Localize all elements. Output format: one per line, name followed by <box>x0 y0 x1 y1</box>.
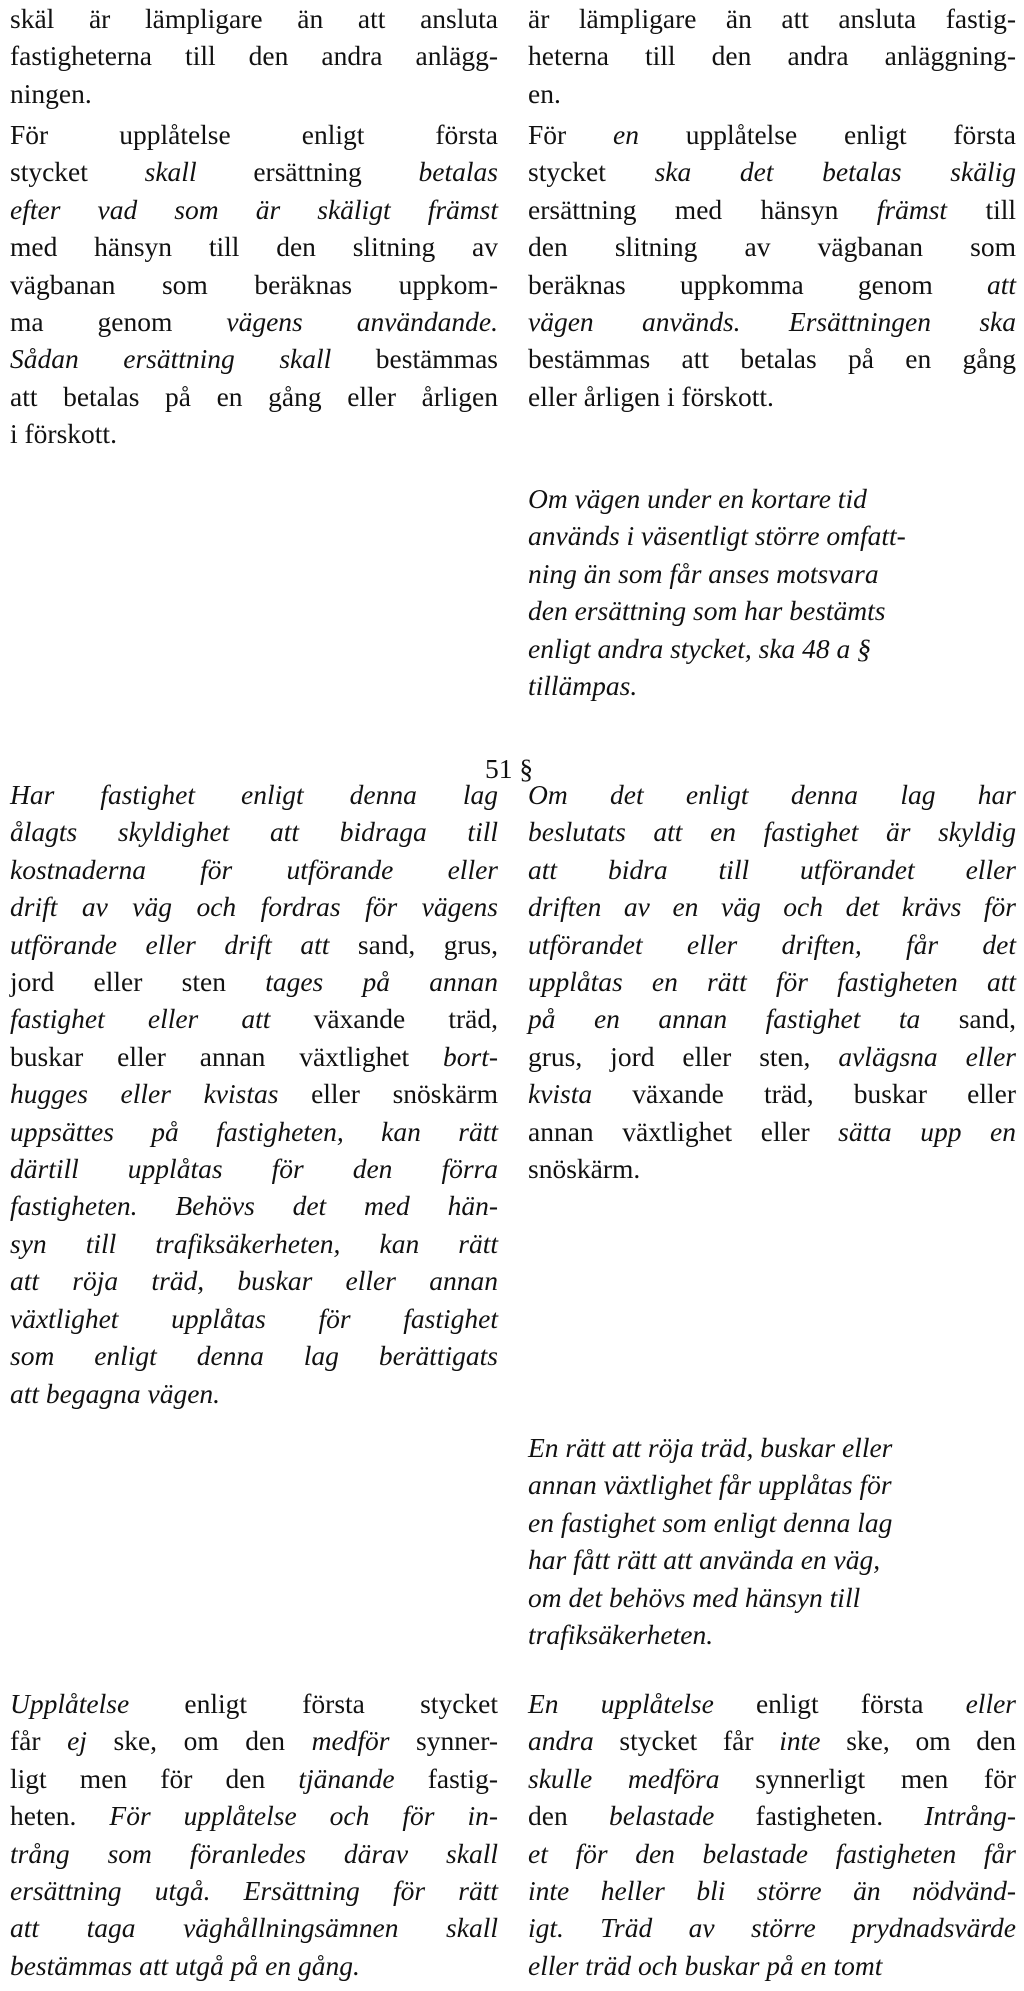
text-line: utförande eller drift att sand, grus, <box>10 928 498 960</box>
text-line: grus, jord eller sten, avlägsna eller <box>528 1040 1016 1072</box>
text-line: snöskärm. <box>528 1153 641 1185</box>
right-paragraph-3 <box>528 480 1016 704</box>
text-line: annan växtlighet eller sätta upp en <box>528 1115 1016 1147</box>
text-line: ligt men för den tjänande fastig- <box>10 1762 498 1794</box>
text-line: syn till trafiksäkerheten, kan rätt <box>10 1227 498 1259</box>
text-line: beslutats att en fastighet är skyldig <box>528 816 1016 848</box>
text-line: Har fastighet enligt denna lag <box>10 779 498 810</box>
text-line: heterna till den andra anläggning- <box>528 40 1016 72</box>
text-line: igt. Träd av större prydnadsvärde <box>528 1912 1016 1944</box>
text-line: jord eller sten tages på annan <box>10 966 498 998</box>
text-line: stycket ska det betalas skälig <box>528 156 1016 188</box>
text-line: trafiksäkerheten. <box>528 1619 714 1651</box>
text-line: den ersättning som har bestämts <box>528 595 886 627</box>
text-line: Sådan ersättning skall bestämmas <box>10 343 498 375</box>
text-line: En upplåtelse enligt första eller <box>528 1688 1016 1719</box>
text-line: buskar eller annan växtlighet bort- <box>10 1040 498 1072</box>
text-line: ma genom vägens användande. <box>10 306 498 338</box>
text-line: Om vägen under en kortare tid <box>528 483 867 514</box>
text-line: ning än som får anses motsvara <box>528 557 879 589</box>
right-paragraph-1 <box>528 0 1016 112</box>
text-line: ersättning utgå. Ersättning för rätt <box>10 1875 498 1907</box>
text-line: är lämpligare än att ansluta fastig- <box>528 3 1016 34</box>
text-line: fastighet eller att växande träd, <box>10 1003 498 1035</box>
text-line: en. <box>528 77 561 109</box>
left-paragraph-3 <box>10 776 498 1412</box>
text-line: hugges eller kvistas eller snöskärm <box>10 1078 498 1110</box>
right-paragraph-4 <box>528 776 1016 1187</box>
left-paragraph-4 <box>10 1685 498 1984</box>
text-line: et för den belastade fastigheten får <box>528 1837 1016 1869</box>
text-line: vägen används. Ersättningen ska <box>528 306 1016 338</box>
text-line: efter vad som är skäligt främst <box>10 193 498 225</box>
text-line: får ej ske, om den medför synner- <box>10 1725 498 1757</box>
text-line: drift av väg och fordras för vägens <box>10 891 498 923</box>
text-line: att begagna vägen. <box>10 1377 221 1409</box>
text-line: att betalas på en gång eller årligen <box>10 380 498 412</box>
text-line: skulle medföra synnerligt men för <box>528 1762 1016 1794</box>
text-line: därtill upplåtas för den förra <box>10 1153 498 1185</box>
text-line: tillämpas. <box>528 670 638 702</box>
text-line: den slitning av vägbanan som <box>528 231 1016 263</box>
text-line: kvista växande träd, buskar eller <box>528 1078 1016 1110</box>
text-line: För en upplåtelse enligt första <box>528 119 1017 150</box>
text-line: en fastighet som enligt denna lag <box>528 1506 893 1538</box>
text-line: att bidra till utförandet eller <box>528 853 1016 885</box>
text-line: trång som föranledes därav skall <box>10 1837 498 1869</box>
section-heading: 51 § <box>485 753 534 784</box>
text-line: För upplåtelse enligt första <box>10 119 498 150</box>
text-line: En rätt att röja träd, buskar eller <box>528 1432 893 1463</box>
text-line: utförandet eller driften, får det <box>528 928 1016 960</box>
text-line: annan växtlighet får upplåtas för <box>528 1469 892 1501</box>
text-line: ålagts skyldighet att bidraga till <box>10 816 498 848</box>
text-line: fastigheterna till den andra anlägg- <box>10 40 498 72</box>
text-line: uppsättes på fastigheten, kan rätt <box>10 1115 498 1147</box>
text-line: heten. För upplåtelse och för in- <box>10 1800 498 1832</box>
text-line: andra stycket får inte ske, om den <box>528 1725 1016 1757</box>
text-line: som enligt denna lag berättigats <box>10 1340 498 1372</box>
text-line: att röja träd, buskar eller annan <box>10 1265 498 1297</box>
text-line: skäl är lämpligare än att ansluta <box>10 3 498 34</box>
right-paragraph-2 <box>528 116 1016 415</box>
text-line: har fått rätt att använda en väg, <box>528 1544 881 1576</box>
text-line: Upplåtelse enligt första stycket <box>10 1688 498 1719</box>
text-line: upplåtas en rätt för fastigheten att <box>528 966 1016 998</box>
text-line: att taga väghållningsämnen skall <box>10 1912 498 1944</box>
text-line: i förskott. <box>10 418 117 450</box>
text-line: kostnaderna för utförande eller <box>10 853 498 885</box>
left-paragraph-2 <box>10 116 498 453</box>
text-line: eller träd och buskar på en tomt <box>528 1949 883 1981</box>
text-line: ningen. <box>10 77 92 109</box>
text-line: den belastade fastigheten. Intrång- <box>528 1800 1016 1832</box>
text-line: på en annan fastighet ta sand, <box>528 1003 1016 1035</box>
text-line: växtlighet upplåtas för fastighet <box>10 1302 498 1334</box>
text-line: med hänsyn till den slitning av <box>10 231 498 263</box>
text-line: Om det enligt denna lag har <box>528 779 1016 810</box>
text-line: vägbanan som beräknas uppkom- <box>10 268 498 300</box>
text-line: enligt andra stycket, ska 48 a § <box>528 632 871 664</box>
text-line: driften av en väg och det krävs för <box>528 891 1016 923</box>
text-line: bestämmas att utgå på en gång. <box>10 1949 360 1981</box>
left-paragraph-1 <box>10 0 498 112</box>
text-line: bestämmas att betalas på en gång <box>528 343 1016 375</box>
text-line: eller årligen i förskott. <box>528 380 774 412</box>
text-line: fastigheten. Behövs det med hän- <box>10 1190 498 1222</box>
text-line: används i väsentligt större omfatt- <box>528 520 906 552</box>
text-line: beräknas uppkomma genom att <box>528 268 1016 300</box>
text-line: om det behövs med hänsyn till <box>528 1581 861 1613</box>
text-line: inte heller bli större än nödvänd- <box>528 1875 1016 1907</box>
right-paragraph-6 <box>528 1685 1016 1984</box>
right-paragraph-5 <box>528 1429 1016 1653</box>
text-line: ersättning med hänsyn främst till <box>528 193 1016 225</box>
text-line: stycket skall ersättning betalas <box>10 156 498 188</box>
